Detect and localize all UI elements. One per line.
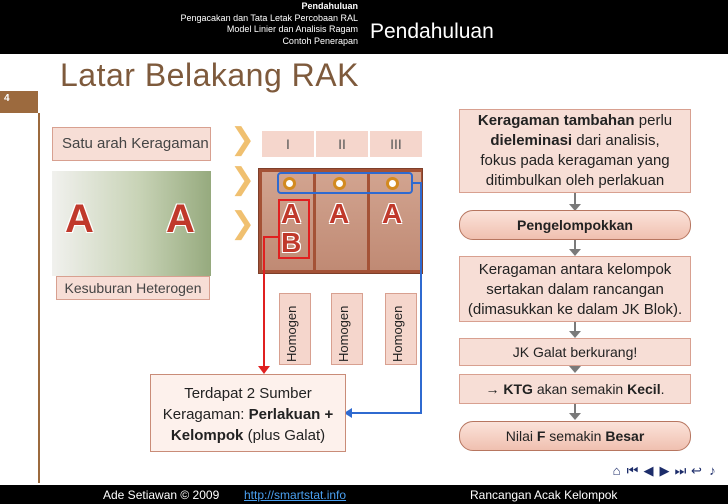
- menu-item-pendahuluan[interactable]: Pendahuluan: [301, 1, 358, 11]
- antara-line-3: (dimasukkan ke dalam JK Blok).: [467, 301, 683, 318]
- blue-connector: [420, 182, 422, 414]
- sumber-line-2: [151, 404, 345, 425]
- red-highlight-box: [278, 199, 310, 259]
- block-treatment-a-2: A: [329, 198, 350, 229]
- return-icon[interactable]: ↩: [691, 463, 702, 478]
- ktg-text: .: [660, 381, 665, 397]
- block-treatment-b: B: [281, 227, 302, 258]
- block-header-i: I: [262, 131, 314, 157]
- nilai-bold: F: [536, 428, 546, 444]
- kt-line-2: [460, 131, 690, 151]
- sumber-text: (plus Galat): [243, 427, 326, 444]
- kt-text: perlu: [634, 112, 673, 129]
- left-rule: [38, 113, 40, 483]
- pengelompokkan-pill: Pengelompokkan: [459, 210, 691, 240]
- sumber-keragaman-box: [150, 374, 346, 452]
- footer-course: Rancangan Acak Kelompok: [470, 488, 618, 502]
- kt-bold: Keragaman tambahan: [477, 112, 635, 129]
- footer-link[interactable]: http://smartstat.info: [244, 488, 347, 502]
- chevron-right-icon: ❯: [230, 123, 256, 156]
- homogen-text: Homogen: [336, 305, 351, 362]
- ktg-box: [459, 374, 691, 404]
- nilai-f-pill: [459, 421, 691, 451]
- jk-galat-box: JK Galat berkurang!: [459, 338, 691, 366]
- keragaman-antara-box: [459, 256, 691, 322]
- kt-line-1: [460, 111, 690, 131]
- section-badge: Pendahuluan: [362, 10, 522, 54]
- last-icon[interactable]: ⏭: [674, 463, 687, 478]
- home-icon[interactable]: ⌂: [612, 463, 621, 478]
- flow-arrow-icon: [569, 331, 581, 338]
- block-treatment-a-3: A: [382, 198, 403, 229]
- menu-item-contoh[interactable]: Contoh Penerapan: [282, 35, 358, 46]
- red-arrowhead-icon: [258, 366, 270, 374]
- menu-item-pengacakan[interactable]: Pengacakan dan Tata Letak Percobaan RAL: [180, 12, 358, 23]
- homogen-text: Homogen: [390, 305, 405, 362]
- keragaman-tambahan-box: [459, 109, 691, 193]
- antara-line-1: Keragaman antara kelompok: [478, 261, 672, 278]
- plot-dot: [283, 177, 296, 190]
- sumber-text: Keragaman:: [162, 406, 249, 423]
- flow-arrow-icon: [569, 366, 581, 373]
- sumber-bold: Kelompok: [170, 427, 244, 444]
- kt-line-3: fokus pada keragaman yang: [480, 152, 670, 169]
- slide-title: Latar Belakang RAK: [60, 57, 359, 93]
- block-header-ii: II: [316, 131, 368, 157]
- slide-nav: [610, 462, 722, 482]
- satu-arah-label: Satu arah Keragaman: [52, 127, 211, 161]
- homogen-label-1: [279, 293, 311, 365]
- kesuburan-label: Kesuburan Heterogen: [56, 276, 210, 300]
- nilai-bold: Besar: [605, 428, 645, 444]
- antara-line-2: sertakan dalam rancangan: [486, 281, 664, 298]
- sumber-line-3: [151, 425, 345, 446]
- chevron-right-icon: ❯: [230, 207, 256, 240]
- homogen-label-2: [331, 293, 363, 365]
- footer-author: Ade Setiawan © 2009: [103, 488, 220, 502]
- flow-arrow-icon: [569, 249, 581, 256]
- next-icon[interactable]: ▶: [659, 463, 670, 478]
- header-menu: [100, 1, 358, 53]
- red-connector: [263, 236, 280, 238]
- ktg-bold: KTG: [503, 381, 533, 397]
- plot-dot: [386, 177, 399, 190]
- prev-icon[interactable]: ◀: [643, 463, 654, 478]
- nilai-text: Nilai: [505, 428, 537, 444]
- block-header-iii: III: [370, 131, 422, 157]
- speaker-icon[interactable]: ♪: [709, 463, 716, 478]
- blue-connector: [350, 412, 422, 414]
- kt-bold: dieleminasi: [490, 132, 573, 149]
- nilai-text: semakin: [545, 428, 606, 444]
- first-icon[interactable]: ⏮: [626, 463, 639, 478]
- treatment-a-left: A: [65, 197, 94, 241]
- red-connector: [263, 236, 265, 369]
- flow-arrow-icon: [569, 413, 581, 420]
- page-number: 4: [4, 93, 10, 104]
- kt-text: dari analisis,: [572, 132, 660, 149]
- sumber-bold: Perlakuan +: [248, 406, 334, 423]
- plot-dot: [333, 177, 346, 190]
- homogen-label-3: [385, 293, 417, 365]
- menu-item-model-linier[interactable]: Model Linier dan Analisis Ragam: [226, 24, 358, 34]
- ktg-text: →: [485, 381, 504, 397]
- treatment-a-right: A: [166, 197, 195, 241]
- homogen-text: Homogen: [284, 305, 299, 362]
- block-treatment-a-1: A: [281, 198, 302, 229]
- kt-line-4: ditimbulkan oleh perlakuan: [485, 172, 665, 189]
- ktg-bold: Kecil: [627, 381, 661, 397]
- chevron-right-icon: ❯: [230, 163, 256, 196]
- sumber-line-1: Terdapat 2 Sumber: [184, 385, 312, 402]
- ktg-text: akan semakin: [532, 381, 628, 397]
